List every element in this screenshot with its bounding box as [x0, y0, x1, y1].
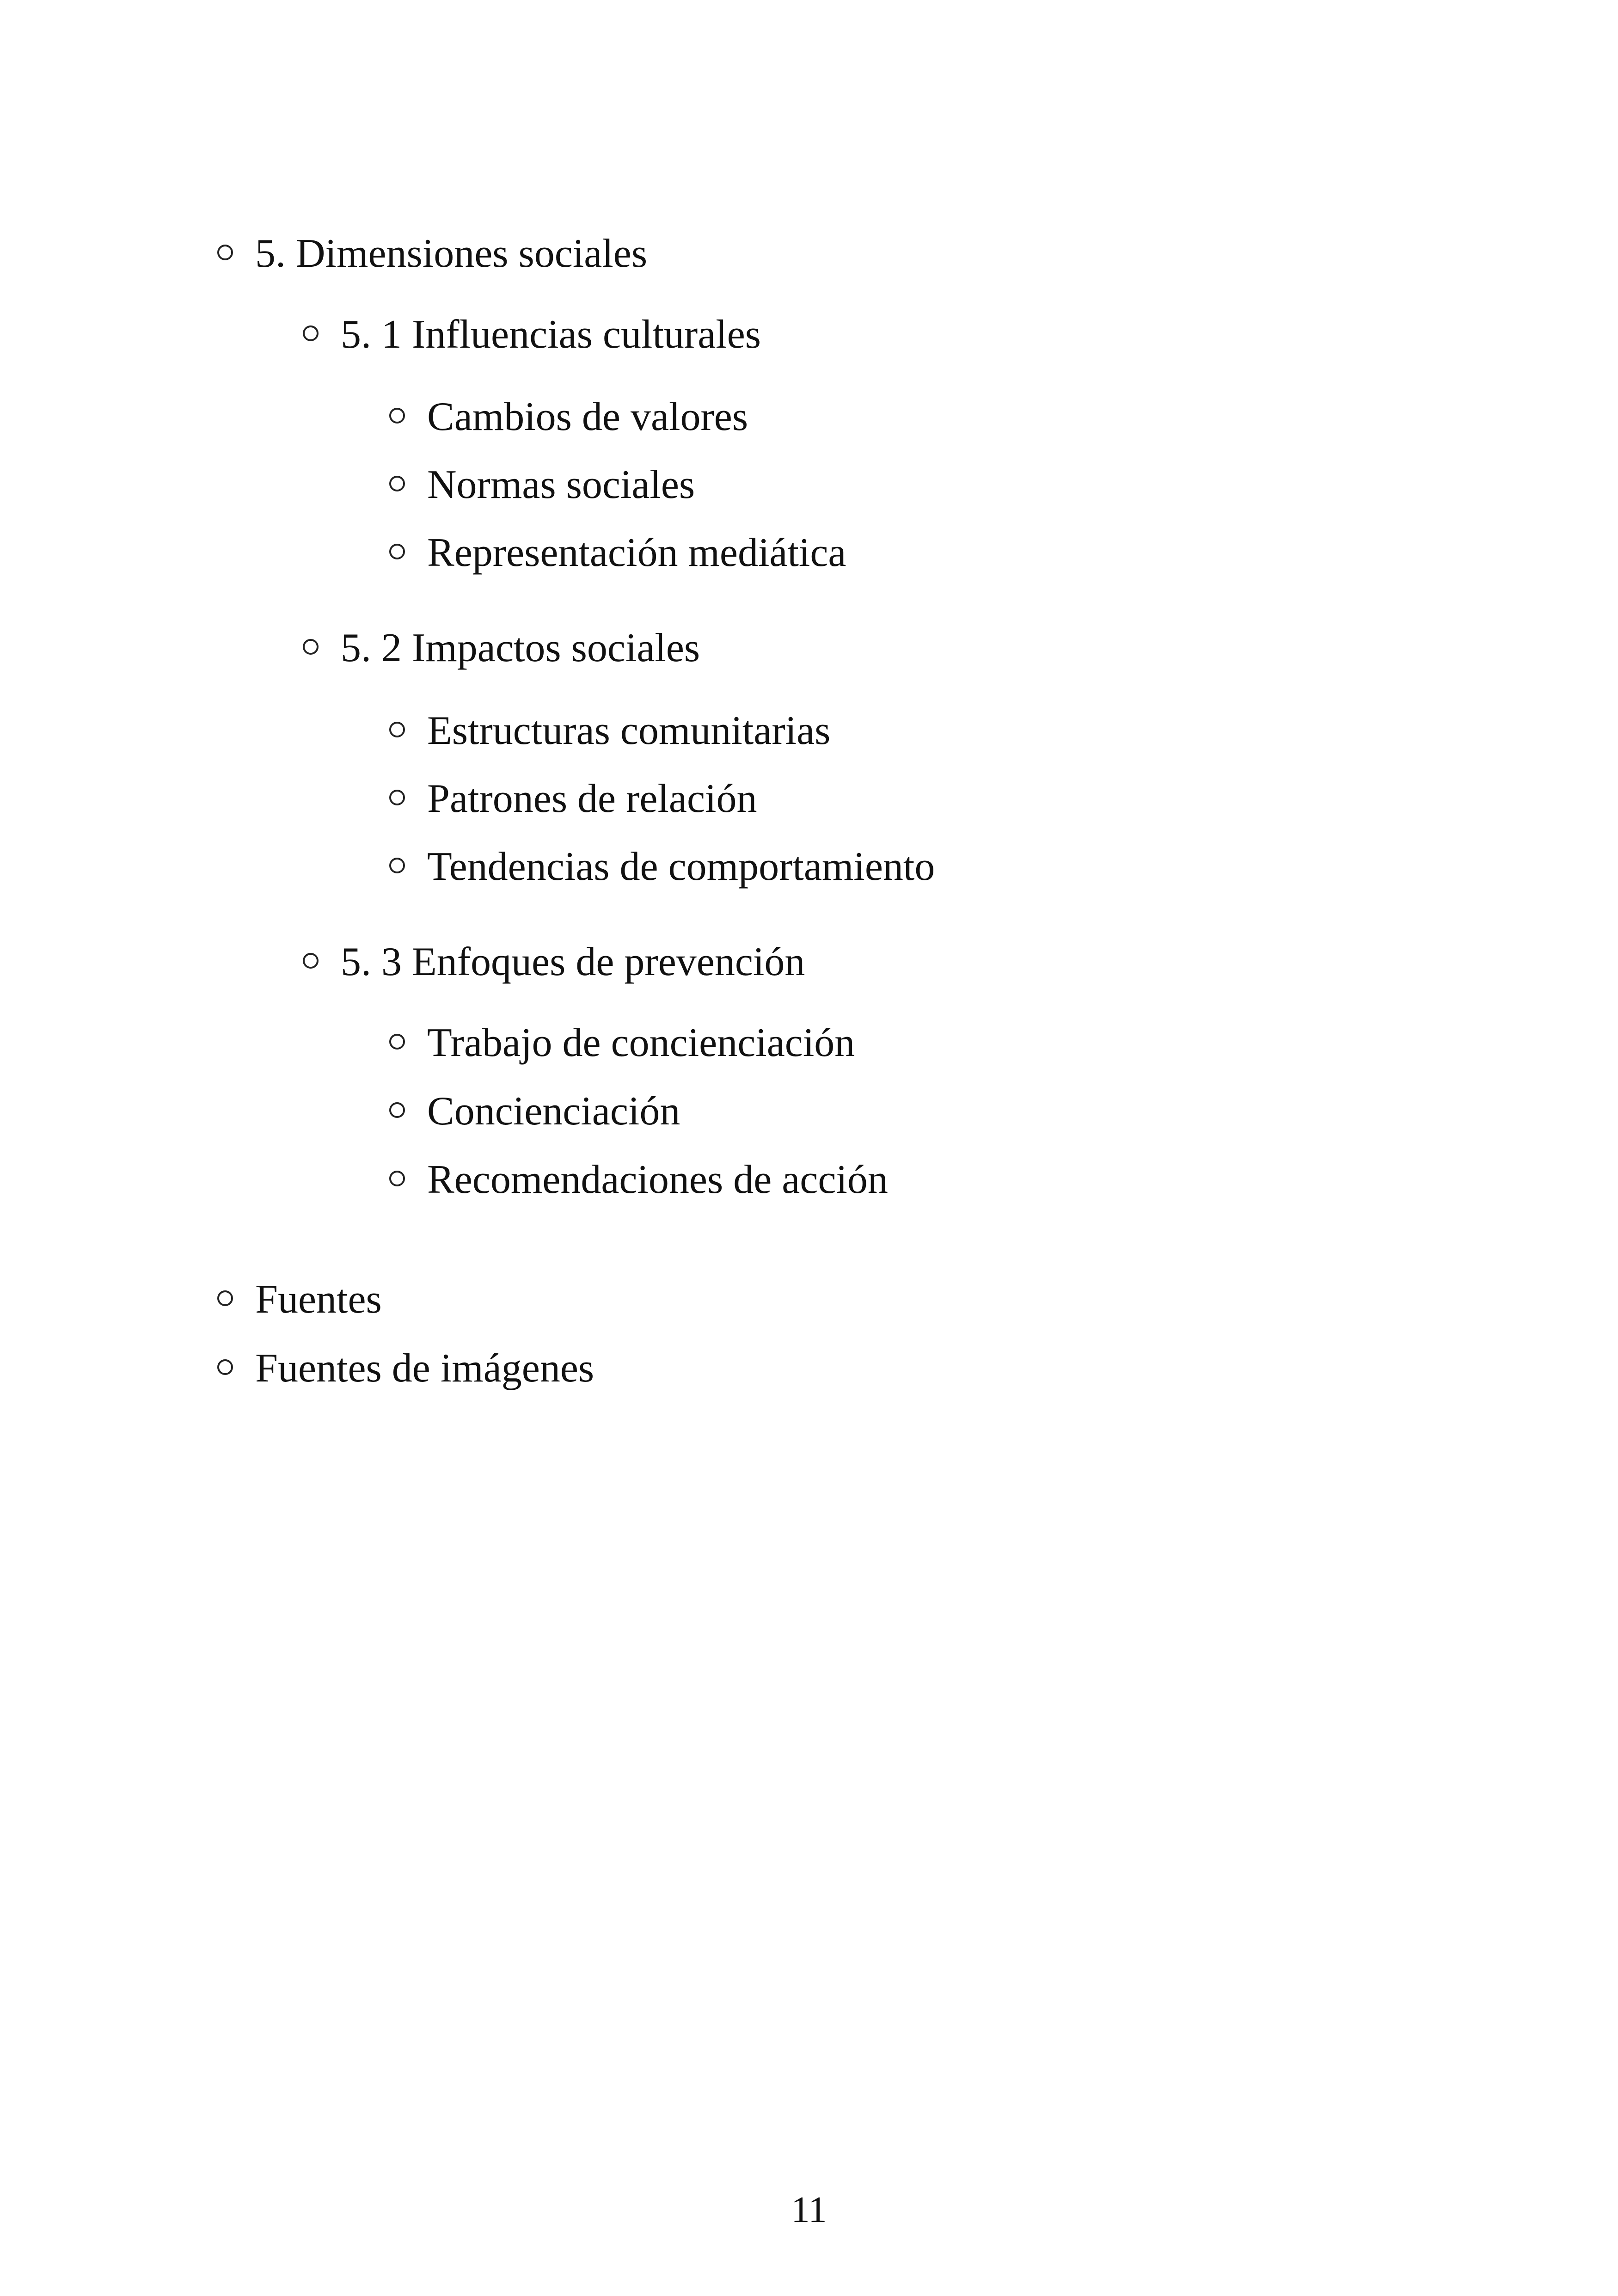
circle-bullet-icon [389, 790, 405, 805]
circle-bullet-icon [389, 544, 405, 559]
toc-section-5 [217, 233, 647, 274]
toc-image-sources [217, 1348, 594, 1389]
toc-list-item-label: Concienciación [427, 1089, 680, 1134]
toc-subsection-5-1 [303, 314, 761, 355]
circle-bullet-icon [217, 1359, 233, 1375]
toc-list-item [389, 1091, 680, 1132]
toc-list-item-label: Normas sociales [427, 462, 695, 507]
toc-list-item-label: Representación mediática [427, 530, 846, 575]
toc-list-item-label: Cambios de valores [427, 394, 748, 439]
circle-bullet-icon [389, 722, 405, 737]
circle-bullet-icon [389, 1171, 405, 1186]
toc-list-item [389, 844, 935, 889]
toc-subsection-title: 5. 1 Influencias culturales [341, 312, 761, 357]
toc-sources-label: Fuentes [255, 1277, 382, 1322]
circle-bullet-icon [389, 1034, 405, 1050]
circle-bullet-icon [303, 639, 319, 655]
page-number: 11 [791, 2190, 827, 2230]
circle-bullet-icon [303, 953, 319, 969]
toc-list-item [389, 530, 846, 575]
toc-image-sources-label: Fuentes de imágenes [255, 1346, 594, 1391]
circle-bullet-icon [217, 1290, 233, 1306]
toc-section-5-title: 5. Dimensiones sociales [255, 231, 648, 276]
toc-sources [217, 1279, 382, 1320]
circle-bullet-icon [389, 408, 405, 424]
toc-subsection-title: 5. 3 Enfoques de prevención [341, 939, 805, 984]
toc-list-item [389, 462, 695, 507]
toc-list-item [389, 708, 831, 753]
toc-list-item-label: Trabajo de concienciación [427, 1020, 855, 1065]
toc-list-item-label: Patrones de relación [427, 776, 757, 821]
toc-list-item [389, 394, 748, 439]
toc-list-item [389, 1157, 888, 1202]
toc-subsection-5-3 [303, 939, 805, 984]
toc-list-item-label: Recomendaciones de acción [427, 1157, 888, 1202]
toc-subsection-title: 5. 2 Impactos sociales [341, 626, 700, 670]
circle-bullet-icon [389, 858, 405, 873]
toc-list-item [389, 776, 757, 821]
toc-subsection-5-2 [303, 628, 700, 669]
circle-bullet-icon [389, 476, 405, 491]
toc-list-item-label: Tendencias de comportamiento [427, 844, 935, 889]
toc-list-item-label: Estructuras comunitarias [427, 708, 831, 753]
toc-list-item [389, 1020, 855, 1065]
circle-bullet-icon [389, 1102, 405, 1118]
circle-bullet-icon [217, 245, 233, 260]
circle-bullet-icon [303, 325, 319, 341]
